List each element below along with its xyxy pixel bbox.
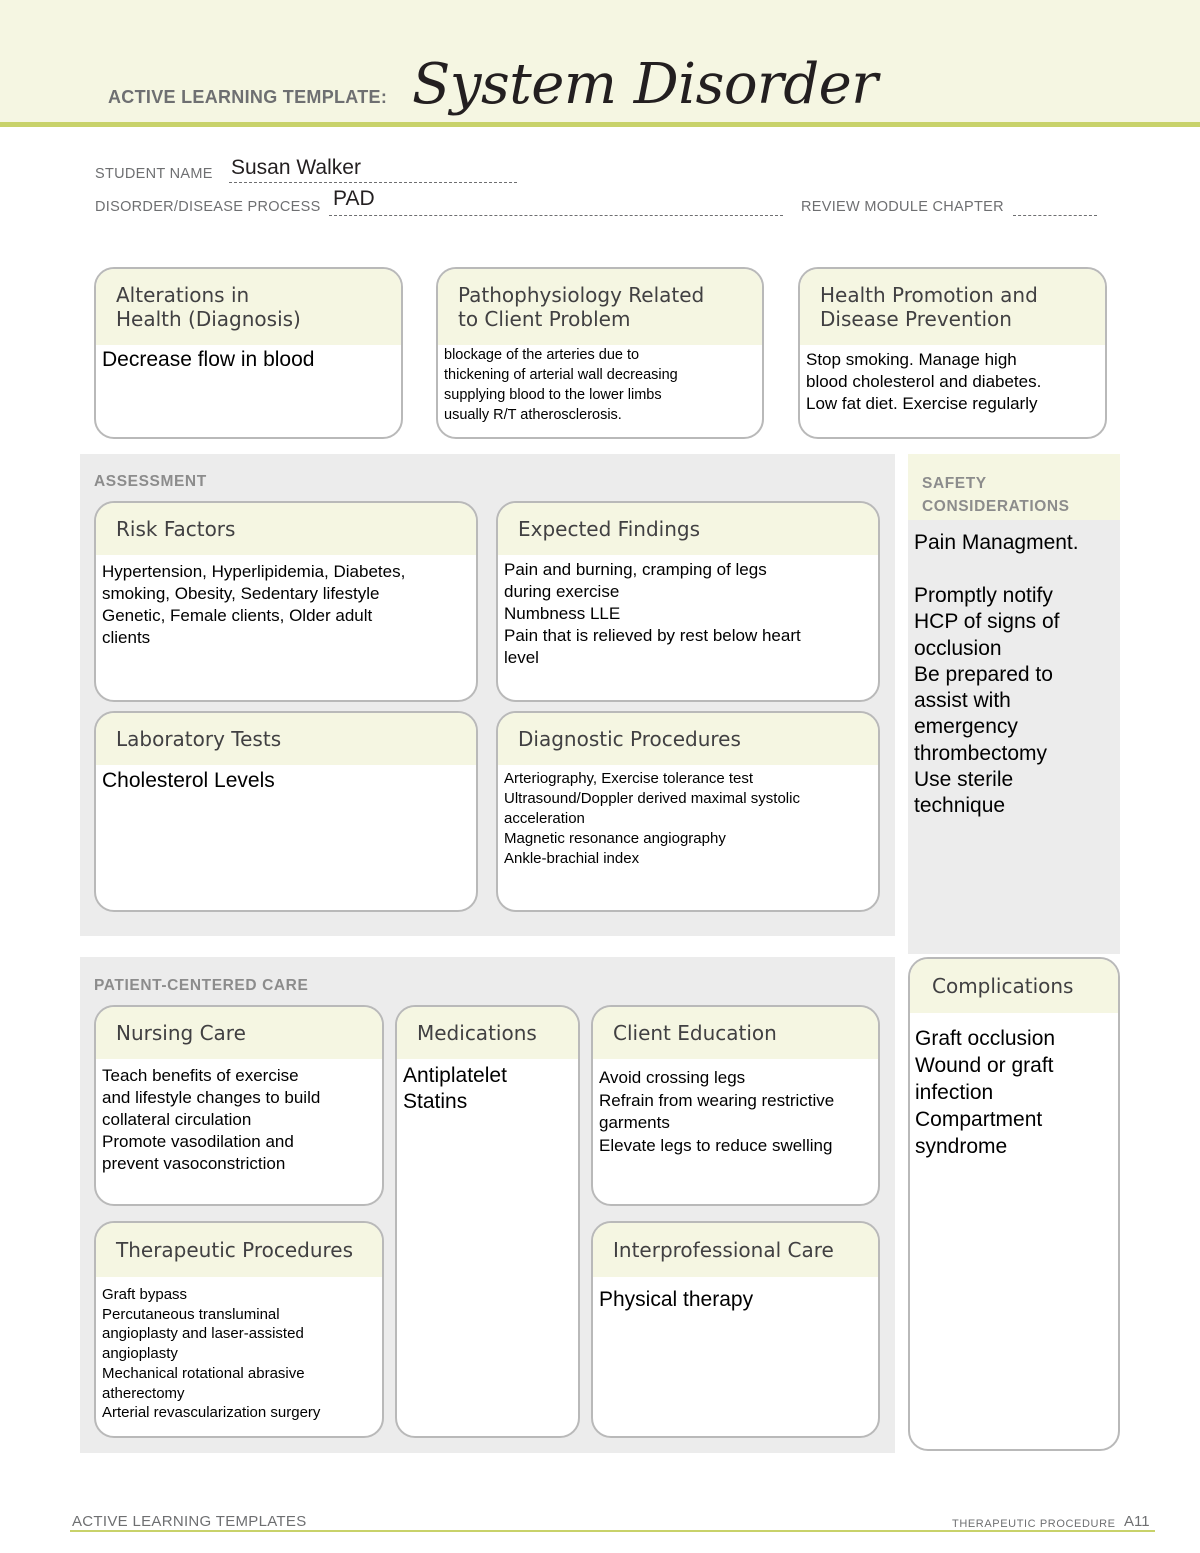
interprofessional-care-card (591, 1221, 880, 1438)
complications-title: Complications (910, 959, 1118, 1013)
disorder-label: DISORDER/DISEASE PROCESS (95, 199, 321, 215)
health-promotion-content[interactable]: Stop smoking. Manage high blood cholesterol and diabetes. Low fat diet. Exercise regularly (806, 350, 1042, 413)
laboratory-tests-title: Laboratory Tests (96, 713, 476, 765)
health-promotion-title: Health Promotion and Disease Prevention (800, 269, 1105, 345)
nursing-care-content[interactable]: Teach benefits of exercise and lifestyle changes to build collateral circulation Promote vasodilation and prevent vasoconstriction (102, 1066, 321, 1173)
disorder-line (329, 196, 783, 216)
patient-care-heading: PATIENT-CENTERED CARE (94, 977, 309, 994)
footer-divider (70, 1530, 1155, 1532)
risk-factors-title: Risk Factors (96, 503, 476, 555)
nursing-care-title: Nursing Care (96, 1007, 382, 1059)
review-chapter-label: REVIEW MODULE CHAPTER (801, 199, 1004, 215)
medications-title: Medications (397, 1007, 578, 1059)
assessment-heading: ASSESSMENT (94, 473, 207, 490)
expected-findings-title: Expected Findings (498, 503, 878, 555)
therapeutic-procedures-content[interactable]: Graft bypass Percutaneous transluminal angioplasty and laser-assisted angioplasty Mechanical rotational abrasive atherectomy Arterial revascularization surgery (102, 1286, 321, 1422)
footer-section-label: THERAPEUTIC PROCEDURE (952, 1518, 1116, 1530)
page-number: A11 (1124, 1513, 1150, 1530)
page-title: System Disorder (412, 52, 878, 117)
disorder-field[interactable]: PAD (333, 187, 375, 210)
diagnostic-procedures-card (496, 711, 880, 912)
expected-findings-content[interactable]: Pain and burning, cramping of legs during exercise Numbness LLE Pain that is relieved by rest below heart level (504, 560, 801, 667)
medications-card (395, 1005, 580, 1438)
pathophysiology-content[interactable]: blockage of the arteries due to thickening of arterial wall decreasing supplying blood to the lower limbs usually R/T atherosclerosis. (444, 347, 678, 423)
nursing-care-card (94, 1005, 384, 1206)
template-label: ACTIVE LEARNING TEMPLATE: (108, 87, 388, 107)
interprofessional-care-title: Interprofessional Care (593, 1223, 878, 1277)
diagnostic-procedures-title: Diagnostic Procedures (498, 713, 878, 765)
therapeutic-procedures-title: Therapeutic Procedures (96, 1223, 382, 1277)
laboratory-tests-content[interactable]: Cholesterol Levels (102, 769, 275, 792)
pathophysiology-title: Pathophysiology Related to Client Problem (438, 269, 762, 345)
alterations-card (94, 267, 403, 439)
expected-findings-card (496, 501, 880, 702)
complications-content[interactable]: Graft occlusion Wound or graft infection Compartment syndrome (915, 1027, 1056, 1158)
student-name-field[interactable]: Susan Walker (231, 156, 361, 179)
interprofessional-care-content[interactable]: Physical therapy (599, 1288, 754, 1311)
therapeutic-procedures-card (94, 1221, 384, 1438)
alterations-content[interactable]: Decrease flow in blood (102, 348, 315, 371)
risk-factors-card (94, 501, 478, 702)
risk-factors-content[interactable]: Hypertension, Hyperlipidemia, Diabetes, smoking, Obesity, Sedentary lifestyle Genetic, Female clients, Older adult clients (102, 562, 406, 647)
complications-card (908, 957, 1120, 1451)
client-education-content[interactable]: Avoid crossing legs Refrain from wearing restrictive garments Elevate legs to reduce swelling (599, 1068, 835, 1155)
diagnostic-procedures-content[interactable]: Arteriography, Exercise tolerance test Ultrasound/Doppler derived maximal systolic acceleration Magnetic resonance angiography Ankle-brachial index (504, 770, 800, 867)
footer-label: ACTIVE LEARNING TEMPLATES (72, 1513, 307, 1530)
safety-content-1[interactable]: Pain Managment. (914, 531, 1079, 554)
review-chapter-line (1013, 196, 1097, 216)
health-promotion-card (798, 267, 1107, 439)
alterations-title: Alterations in Health (Diagnosis) (96, 269, 401, 345)
medications-content[interactable]: Antiplatelet Statins (403, 1064, 507, 1113)
client-education-card (591, 1005, 880, 1206)
client-education-title: Client Education (593, 1007, 878, 1059)
safety-content-2[interactable]: Promptly notify HCP of signs of occlusion Be prepared to assist with emergency thrombectomy Use sterile technique (914, 584, 1060, 818)
header-divider (0, 122, 1200, 127)
pathophysiology-card (436, 267, 764, 439)
student-name-label: STUDENT NAME (95, 166, 213, 182)
laboratory-tests-card (94, 711, 478, 912)
safety-heading: SAFETY CONSIDERATIONS (922, 475, 1070, 515)
